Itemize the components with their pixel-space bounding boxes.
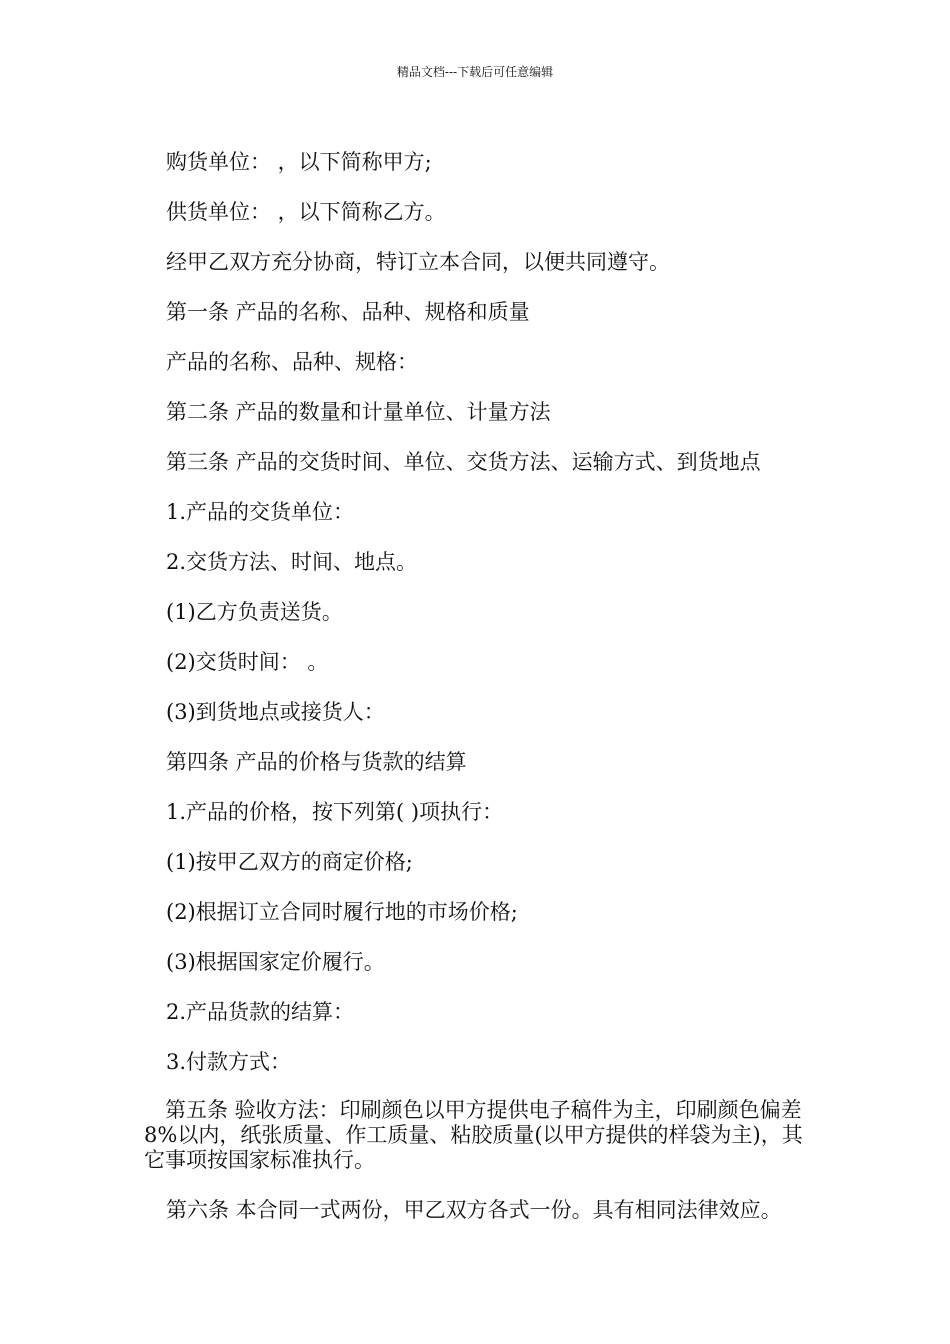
price-item-1: (1)按甲乙双方的商定价格; [166, 850, 413, 874]
article-6-line: 第六条 本合同一式两份，甲乙双方各式一份。具有相同法律效应。 [166, 1198, 782, 1222]
delivery-method-line: 2.交货方法、时间、地点。 [166, 550, 418, 574]
buyer-line: 购货单位： ，以下简称甲方; [166, 150, 432, 174]
article-1-heading: 第一条 产品的名称、品种、规格和质量 [166, 300, 530, 324]
article-5-paragraph: 第五条 验收方法：印刷颜色以甲方提供电子稿件为主，印刷颜色偏差 8%以内，纸张质量、作工质量、粘胶质量(以甲方提供的样袋为主)，其它事项按国家标准执行。 [144, 1098, 803, 1172]
delivery-unit-line: 1.产品的交货单位： [166, 500, 355, 524]
seller-line: 供货单位： ，以下简称乙方。 [166, 200, 446, 224]
article-2-heading: 第二条 产品的数量和计量单位、计量方法 [166, 400, 551, 424]
product-spec-line: 产品的名称、品种、规格： [166, 350, 418, 374]
delivery-item-3: (3)到货地点或接货人： [166, 700, 385, 724]
price-item-2: (2)根据订立合同时履行地的市场价格; [166, 900, 518, 924]
settlement-line: 2.产品货款的结算： [166, 1000, 355, 1024]
price-item-3: (3)根据国家定价履行。 [166, 950, 385, 974]
payment-line: 3.付款方式： [166, 1050, 292, 1074]
preamble-line: 经甲乙双方充分协商，特订立本合同，以便共同遵守。 [166, 250, 670, 274]
price-line: 1.产品的价格，按下列第( )项执行： [166, 800, 504, 824]
page-header: 精品文档---下载后可任意编辑 [396, 65, 554, 79]
article-4-heading: 第四条 产品的价格与货款的结算 [166, 750, 467, 774]
delivery-item-1: (1)乙方负责送货。 [166, 600, 343, 624]
article-3-heading: 第三条 产品的交货时间、单位、交货方法、运输方式、到货地点 [166, 450, 761, 474]
delivery-item-2: (2)交货时间： 。 [166, 650, 329, 674]
